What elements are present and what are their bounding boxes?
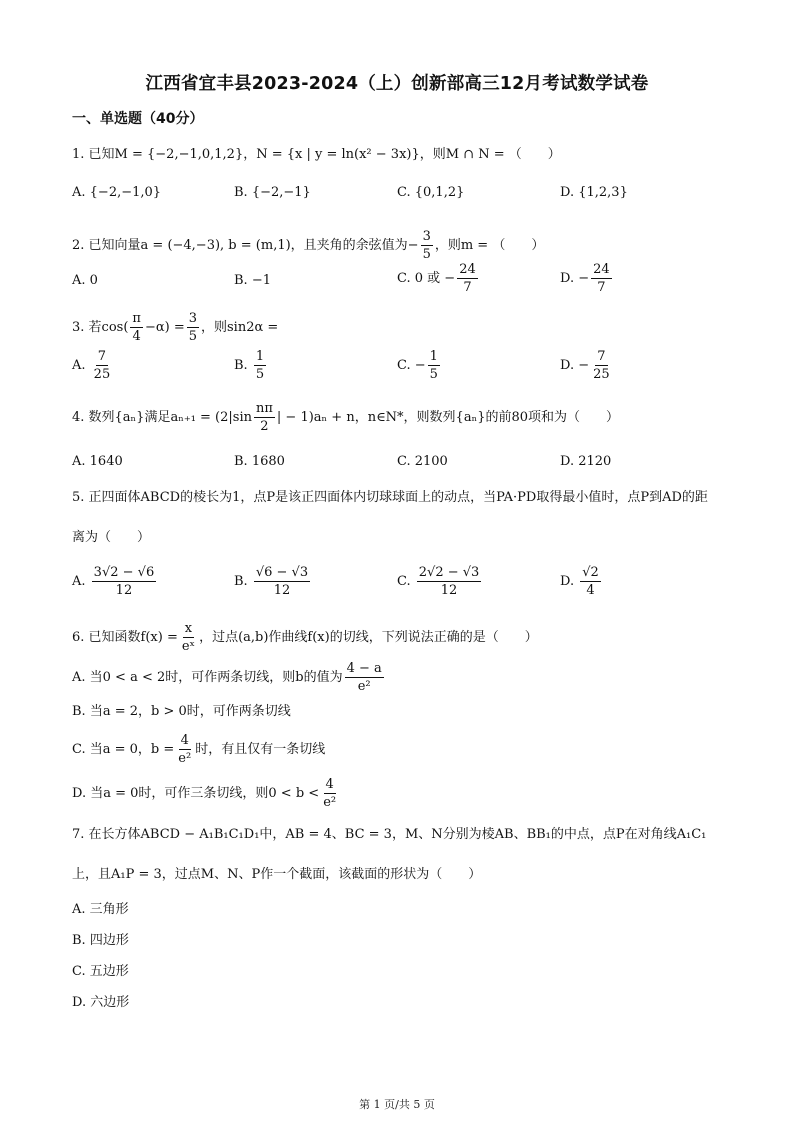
fraction-denominator: 5 xyxy=(429,367,438,382)
question-2-option-d xyxy=(560,261,614,296)
section-heading: 一、单选题（40分） xyxy=(72,111,204,127)
fraction-denominator: 4 xyxy=(586,583,595,598)
fraction-denominator: 7 xyxy=(597,280,606,295)
fraction-denominator: 5 xyxy=(422,247,431,262)
question-7-stem: 7. 在长方体ABCD − A₁B₁C₁D₁中，AB = 4、BC = 3，M、N分别为棱AB、BB₁的中点，点P在对角线A₁C₁上，且A₁P = 3，过点M、N、P作一个截面，该截面的形状为（ ） xyxy=(72,827,707,882)
fraction-numerator: 7 xyxy=(97,349,107,364)
fraction-numerator: x xyxy=(184,621,193,636)
question-1-stem: 1. 已知M = {−2,−1,0,1,2}，N = {x | y = ln(x² − 3x)}，则M ∩ N = （ ） xyxy=(72,147,561,162)
fraction-numerator: π xyxy=(132,311,141,326)
question-3-stem-post: ，则sin2α = xyxy=(201,320,279,335)
fraction-numerator: 24 xyxy=(459,262,476,277)
fraction-denominator: 4 xyxy=(132,329,141,344)
question-2-option-c-fraction xyxy=(457,261,478,296)
option-text: C. 当a = 0，b = xyxy=(72,742,175,757)
fraction-numerator: 1 xyxy=(429,349,438,364)
question-3-stem-mid: −α) = xyxy=(144,320,185,335)
question-2-cosine-fraction xyxy=(421,228,433,263)
fraction-denominator: 12 xyxy=(273,583,291,598)
question-2-option-d-fraction xyxy=(591,261,612,296)
option-prefix: C. 0 或 − xyxy=(397,271,456,286)
option-fraction xyxy=(254,564,310,599)
option-fraction xyxy=(92,348,113,383)
option-fraction xyxy=(591,348,612,383)
option-text: D. 当a = 0时，可作三条切线，则0 < b < xyxy=(72,786,320,801)
question-4-fraction xyxy=(254,400,275,435)
question-3-option-a xyxy=(72,348,114,383)
page-footer: 第 1 页/共 5 页 xyxy=(359,1098,435,1111)
option-text-post: 时，有且仅有一条切线 xyxy=(195,742,326,757)
option-label: A. xyxy=(72,358,86,373)
fraction-numerator: 2√2 − √3 xyxy=(418,565,480,580)
fraction-denominator: e² xyxy=(178,751,192,766)
fraction-numerator: 1 xyxy=(255,349,265,364)
fraction-denominator: e² xyxy=(323,795,337,810)
fraction-numerator: 3 xyxy=(188,311,197,326)
fraction-denominator: 2 xyxy=(260,419,269,434)
fraction-numerator: 4 xyxy=(325,777,334,792)
question-5-option-c xyxy=(397,564,483,599)
fraction-numerator: 4 xyxy=(180,733,189,748)
fraction-numerator: nπ xyxy=(255,401,273,416)
question-6-option-c xyxy=(72,732,325,767)
question-1-option-b: B. {−2,−1} xyxy=(234,185,311,200)
question-4-option-d: D. 2120 xyxy=(560,454,612,469)
fraction-numerator: 3 xyxy=(422,229,431,244)
question-2-option-a: A. 0 xyxy=(72,273,98,288)
option-fraction xyxy=(254,348,266,383)
question-4-option-b: B. 1680 xyxy=(234,454,285,469)
question-5-option-a xyxy=(72,564,158,599)
fraction-denominator: eˣ xyxy=(181,639,196,654)
option-sign: − xyxy=(578,358,590,373)
question-5-stem: 5. 正四面体ABCD的棱长为1，点P是该正四面体内切球球面上的动点，当PA·PD取得最小值时，点P到AD的距离为（ ） xyxy=(72,490,708,545)
fraction-numerator: 24 xyxy=(593,262,610,277)
option-label: C. xyxy=(397,574,411,589)
question-2-stem-pre: 2. 已知向量a = (−4,−3), b = (m,1)，且夹角的余弦值为− xyxy=(72,238,419,253)
fraction-denominator: 12 xyxy=(115,583,133,598)
option-fraction xyxy=(428,348,440,383)
question-3-angle-fraction xyxy=(130,310,143,345)
question-6-stem-pre: 6. 已知函数f(x) = xyxy=(72,630,178,645)
question-7-option-b: B. 四边形 xyxy=(72,933,129,948)
option-sign: − xyxy=(414,358,426,373)
fraction-denominator: 25 xyxy=(93,367,111,382)
question-1-option-d: D. {1,2,3} xyxy=(560,185,628,200)
question-6-option-a xyxy=(72,660,386,695)
option-fraction xyxy=(321,776,338,811)
fraction-denominator: 7 xyxy=(463,280,472,295)
question-6-option-b: B. 当a = 2，b > 0时，可作两条切线 xyxy=(72,704,291,719)
option-text: A. 当0 < a < 2时，可作两条切线，则b的值为 xyxy=(72,670,343,685)
fraction-numerator: 7 xyxy=(597,349,606,364)
question-4-option-c: C. 2100 xyxy=(397,454,448,469)
question-6-stem xyxy=(72,620,538,655)
question-4-option-a: A. 1640 xyxy=(72,454,123,469)
question-6-function-fraction xyxy=(180,620,197,655)
fraction-denominator: 5 xyxy=(188,329,197,344)
option-prefix: D. − xyxy=(560,271,590,286)
option-label: C. xyxy=(397,358,411,373)
fraction-numerator: 4 − a xyxy=(346,661,382,676)
question-2-stem xyxy=(72,228,544,263)
question-4-stem-post: | − 1)aₙ + n，n∈N*，则数列{aₙ}的前80项和为（ ） xyxy=(276,410,620,425)
option-label: D. xyxy=(560,574,575,589)
question-6-option-d xyxy=(72,776,340,811)
question-2-option-b: B. −1 xyxy=(234,273,271,288)
page-title: 江西省宜丰县2023-2024（上）创新部高三12月考试数学试卷 xyxy=(145,74,649,94)
question-5-option-b xyxy=(234,564,312,599)
question-1-option-a: A. {−2,−1,0} xyxy=(72,185,162,200)
question-3-option-b xyxy=(234,348,268,383)
option-fraction xyxy=(580,564,601,599)
question-3-option-c xyxy=(397,348,442,383)
question-7-option-c: C. 五边形 xyxy=(72,964,129,979)
option-fraction xyxy=(345,660,384,695)
question-3-stem-pre: 3. 若cos( xyxy=(72,320,129,335)
fraction-numerator: √2 xyxy=(582,565,599,580)
question-4-stem-pre: 4. 数列{aₙ}满足aₙ₊₁ = (2|sin xyxy=(72,410,252,425)
option-label: B. xyxy=(234,358,248,373)
option-fraction xyxy=(176,732,193,767)
question-2-option-c xyxy=(397,261,480,296)
option-label: A. xyxy=(72,574,86,589)
question-6-stem-post: ，过点(a,b)作曲线f(x)的切线，下列说法正确的是（ ） xyxy=(199,630,538,645)
question-3-option-d xyxy=(560,348,614,383)
fraction-denominator: 12 xyxy=(440,583,458,598)
fraction-denominator: 25 xyxy=(593,367,610,382)
question-1-option-c: C. {0,1,2} xyxy=(397,185,465,200)
option-fraction xyxy=(417,564,482,599)
option-label: B. xyxy=(234,574,248,589)
question-3-stem xyxy=(72,310,278,345)
question-5-option-d xyxy=(560,564,603,599)
fraction-denominator: 5 xyxy=(255,367,265,382)
fraction-numerator: 3√2 − √6 xyxy=(93,565,155,580)
question-2-stem-post: ，则m = （ ） xyxy=(434,238,545,253)
fraction-numerator: √6 − √3 xyxy=(255,565,309,580)
question-4-stem xyxy=(72,400,619,435)
question-7-option-a: A. 三角形 xyxy=(72,902,129,917)
question-7-option-d: D. 六边形 xyxy=(72,995,130,1010)
option-label: D. xyxy=(560,358,575,373)
option-fraction xyxy=(92,564,157,599)
question-3-value-fraction xyxy=(187,310,199,345)
fraction-denominator: e² xyxy=(357,679,371,694)
